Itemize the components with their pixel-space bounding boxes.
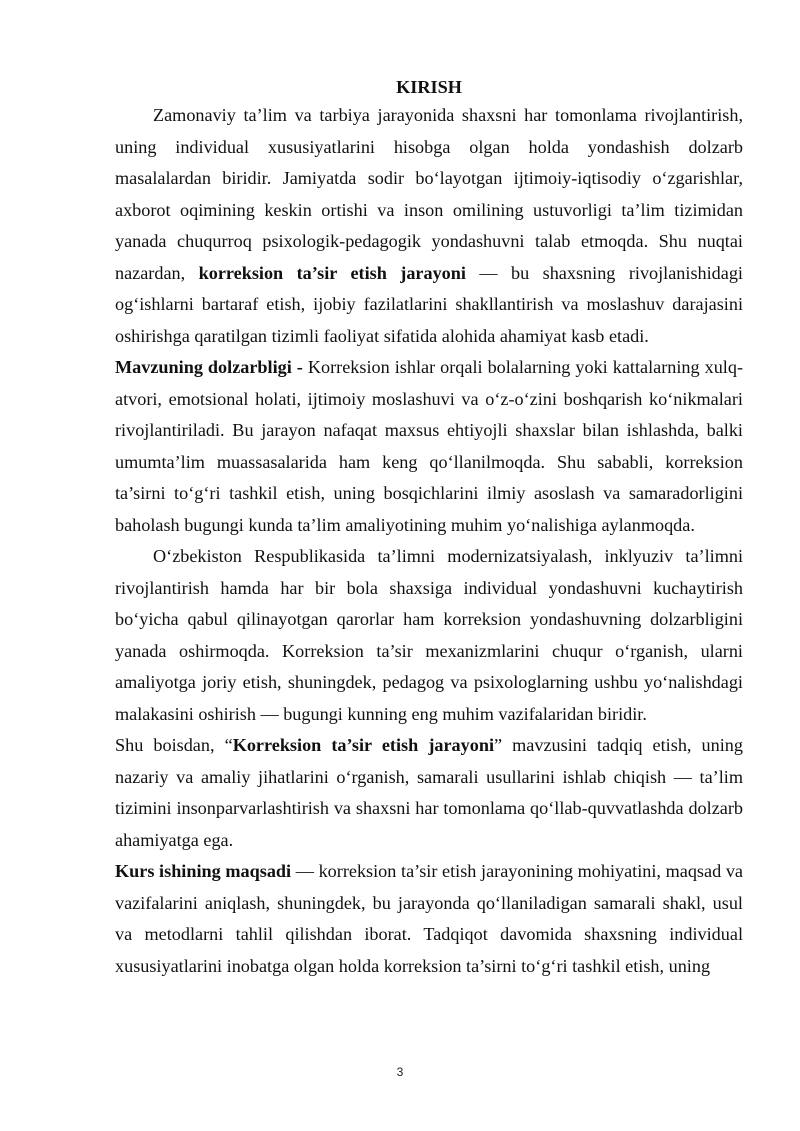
paragraph-text: — bu shaxsning rivojlanishidagi og‘ishlarni bartaraf etish, ijobiy fazilatlarini shakllantirish va moslashuv darajasini oshirishga qaratilgan tizimli faoliyat sifatida alohida ahamiyat kasb etadi. — [115, 262, 743, 346]
paragraph-text: Korreksion ishlar orqali bolalarning yoki kattalarning xulq-atvori, emotsional holati, ijtimoiy moslashuvi va o‘z-o‘zini boshqarish ko‘nikmalari rivojlantiriladi. Bu jarayon nafaqat maxsus ehtiyojli shaxslar bilan ishlashda, balki umumta’lim muassasalarida ham keng qo‘llanilmoqda. Shu sababli, korreksion ta’sirni to‘g‘ri tashkil etish, uning bosqichlarini ilmiy asoslash va samaradorligini baholash bugungi kunda ta’lim amaliyotining muhim yo‘nalishiga aylanmoqda. — [115, 357, 744, 535]
paragraph-text: Shu boisdan, “ — [115, 735, 233, 755]
paragraph-text: ” mavzusini tadqiq etish, uning nazariy va amaliy jihatlarini o‘rganish, samarali usullarini ishlab chiqish — ta’lim tizimini insonparvarlashtirish va shaxsni har tomonlama qo‘llab-quvvatlashda dolzarb ahamiyatga ega. — [115, 735, 743, 850]
bold-topic: Korreksion ta’sir etish jarayoni — [232, 735, 494, 755]
paragraph-intro — [115, 100, 743, 352]
page-title: KIRISH — [396, 77, 462, 97]
paragraph-goal — [115, 856, 743, 982]
page-content — [115, 74, 743, 982]
paragraph-text: — korreksion ta’sir etish jarayonining mohiyatini, maqsad va vazifalarini aniqlash, shuningdek, bu jarayonda qo‘llaniladigan samarali shakl, usul va metodlarni tahlil qilishdan iborat. Tadqiqot davomida shaxsning individual xususiyatlarini inobatga olgan holda korreksion ta’sirni to‘g‘ri tashkil etish, uning — [115, 861, 743, 976]
page-number: 3 — [396, 1065, 404, 1079]
section-heading-goal: Kurs ishining maqsadi — [115, 861, 292, 881]
paragraph-uzbekistan: O‘zbekiston Respublikasida ta’limni modernizatsiyalash, inklyuziv ta’limni rivojlantirish hamda har bir bola shaxsiga individual yondashuvni kuchaytirish bo‘yicha qabul qilinayotgan qarorlar ham korreksion yondashuvning dolzarbligini yanada oshirmoqda. Korreksion ta’sir mexanizmlarini chuqur o‘rganish, ularni amaliyotga joriy etish, shuningdek, pedagog va psixologlarning ushbu yo‘nalishdagi malakasini oshirish — bugungi kunning eng muhim vazifalaridan biridir. — [115, 546, 743, 724]
paragraph-topic — [115, 730, 743, 856]
paragraph-relevance — [115, 352, 743, 541]
paragraph-text: Zamonaviy ta’lim va tarbiya jarayonida shaxsni har tomonlama rivojlantirish, uning individual xususiyatlarini hisobga olgan holda yondashish dolzarb masalalardan biridir. Jamiyatda sodir bo‘layotgan ijtimoiy-iqtisodiy o‘zgarishlar, axborot oqimining keskin ortishi va inson omilining ustuvorligi ta’lim tizimidan yanada chuqurroq psixologik-pedagogik yondashuvni talab etmoqda. Shu nuqtai nazardan, — [115, 105, 743, 283]
bold-term: korreksion ta’sir etish jarayoni — [198, 262, 466, 283]
section-heading-relevance: Mavzuning dolzarbligi - — [115, 357, 303, 377]
